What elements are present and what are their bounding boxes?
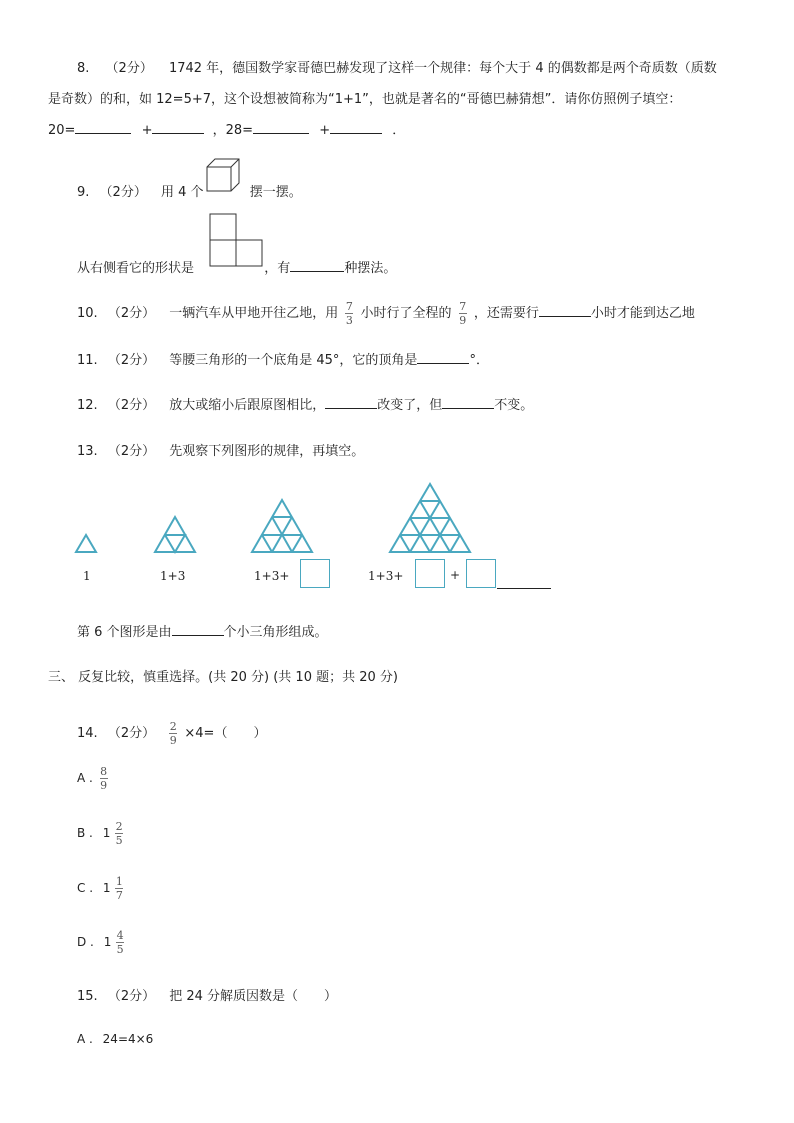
answer-blank[interactable] bbox=[290, 259, 344, 272]
answer-blank[interactable] bbox=[442, 396, 494, 409]
cube-icon bbox=[205, 157, 241, 193]
question-8 bbox=[77, 57, 717, 76]
question-13-bottom: 第 6 个图形是由 个小三角形组成。 bbox=[77, 625, 328, 640]
answer-box[interactable] bbox=[415, 559, 445, 588]
fraction: $\frac{2}{9}$ bbox=[169, 720, 177, 747]
question-9: 9. （2分） 用 4 个 摆一摆。 bbox=[77, 185, 302, 200]
triangle-figure-2 bbox=[155, 517, 195, 552]
fraction: $\frac{7}{9}$ bbox=[459, 300, 467, 327]
question-number: 12. bbox=[77, 398, 98, 413]
triangle-figure-4 bbox=[390, 484, 470, 552]
answer-blank[interactable] bbox=[172, 623, 224, 636]
option-b[interactable]: B . 1 $\frac{2}{5}$ bbox=[77, 820, 123, 847]
pattern-label-1: 1 bbox=[83, 569, 91, 583]
fraction: $\frac{1}{7}$ bbox=[115, 875, 123, 902]
answer-blank[interactable] bbox=[253, 121, 309, 134]
fraction: $\frac{7}{3}$ bbox=[345, 300, 353, 327]
answer-blank[interactable] bbox=[539, 304, 591, 317]
triangle-figure-3 bbox=[252, 500, 312, 552]
question-number: 11. bbox=[77, 353, 98, 368]
option-a[interactable]: A . 24=4×6 bbox=[77, 1032, 154, 1046]
pattern-label-4: 1+3+ bbox=[368, 569, 404, 583]
fraction: $\frac{2}{5}$ bbox=[115, 820, 123, 847]
fraction: $\frac{8}{9}$ bbox=[100, 765, 108, 792]
question-9-line2: 从右侧看它的形状是 ，有 种摆法。 bbox=[77, 261, 397, 276]
question-12: 12. （2分） 放大或缩小后跟原图相比， 改变了，但 不变。 bbox=[77, 398, 534, 413]
question-score: （2分） bbox=[99, 185, 147, 200]
answer-box[interactable] bbox=[466, 559, 496, 588]
question-number: 13. bbox=[77, 444, 98, 459]
question-score: （2分） bbox=[107, 353, 156, 368]
question-14: 14. （2分） $\frac{2}{9}$ ×4=（ ） bbox=[77, 720, 267, 747]
answer-blank[interactable] bbox=[417, 351, 469, 364]
option-d[interactable]: D . 1 $\frac{4}{5}$ bbox=[77, 929, 124, 956]
question-text: 1742 年，德国数学家哥德巴赫发现了这样一个规律：每个大于 4 的偶数都是两个奇质数（质数 bbox=[168, 61, 717, 76]
answer-blank[interactable] bbox=[152, 121, 204, 134]
answer-box[interactable] bbox=[300, 559, 330, 588]
question-10: 10. （2分） 一辆汽车从甲地开往乙地，用 $\frac{7}{3}$ 小时行了全程的 $\frac{7}{9}$ ，还需要行 小时才能到达乙地 bbox=[77, 300, 695, 327]
triangle-figure-1 bbox=[76, 535, 96, 552]
question-11: 11. （2分） 等腰三角形的一个底角是 45°，它的顶角是 °． bbox=[77, 353, 489, 368]
fraction: $\frac{4}{5}$ bbox=[116, 929, 124, 956]
question-8-fill-line: 20= + ，28= + ． bbox=[48, 123, 406, 138]
question-score: （2分） bbox=[107, 444, 156, 459]
question-score: （2分） bbox=[107, 398, 156, 413]
pattern-label-3: 1+3+ bbox=[254, 569, 290, 583]
question-13: 13. （2分） 先观察下列图形的规律，再填空。 bbox=[77, 444, 365, 459]
question-number: 8. bbox=[77, 61, 90, 76]
answer-blank[interactable] bbox=[325, 396, 377, 409]
question-15: 15. （2分） 把 24 分解质因数是（ ） bbox=[77, 989, 338, 1004]
answer-blank[interactable] bbox=[330, 121, 382, 134]
plus-sign: + bbox=[450, 568, 461, 582]
question-8-line2: 是奇数）的和，如 12=5+7，这个设想被简称为“1+1”，也就是著名的“哥德巴赫猜想”．请你仿照例子填空： bbox=[48, 92, 682, 107]
pattern-label-2: 1+3 bbox=[160, 569, 186, 583]
answer-blank[interactable] bbox=[75, 121, 131, 134]
option-a[interactable]: A . $\frac{8}{9}$ bbox=[77, 765, 108, 792]
question-score: （2分） bbox=[107, 726, 156, 741]
answer-blank[interactable] bbox=[497, 576, 551, 589]
question-number: 10. bbox=[77, 306, 98, 321]
section-heading: 三、 反复比较，慎重选择。(共 20 分) (共 10 题；共 20 分) bbox=[48, 670, 398, 685]
question-number: 9. bbox=[77, 185, 90, 200]
question-score: （2分） bbox=[105, 61, 153, 76]
question-score: （2分） bbox=[107, 989, 156, 1004]
question-score: （2分） bbox=[107, 306, 156, 321]
triangle-pattern-figure bbox=[60, 480, 560, 560]
question-number: 14. bbox=[77, 726, 98, 741]
question-number: 15. bbox=[77, 989, 98, 1004]
option-c[interactable]: C . 1 $\frac{1}{7}$ bbox=[77, 875, 123, 902]
